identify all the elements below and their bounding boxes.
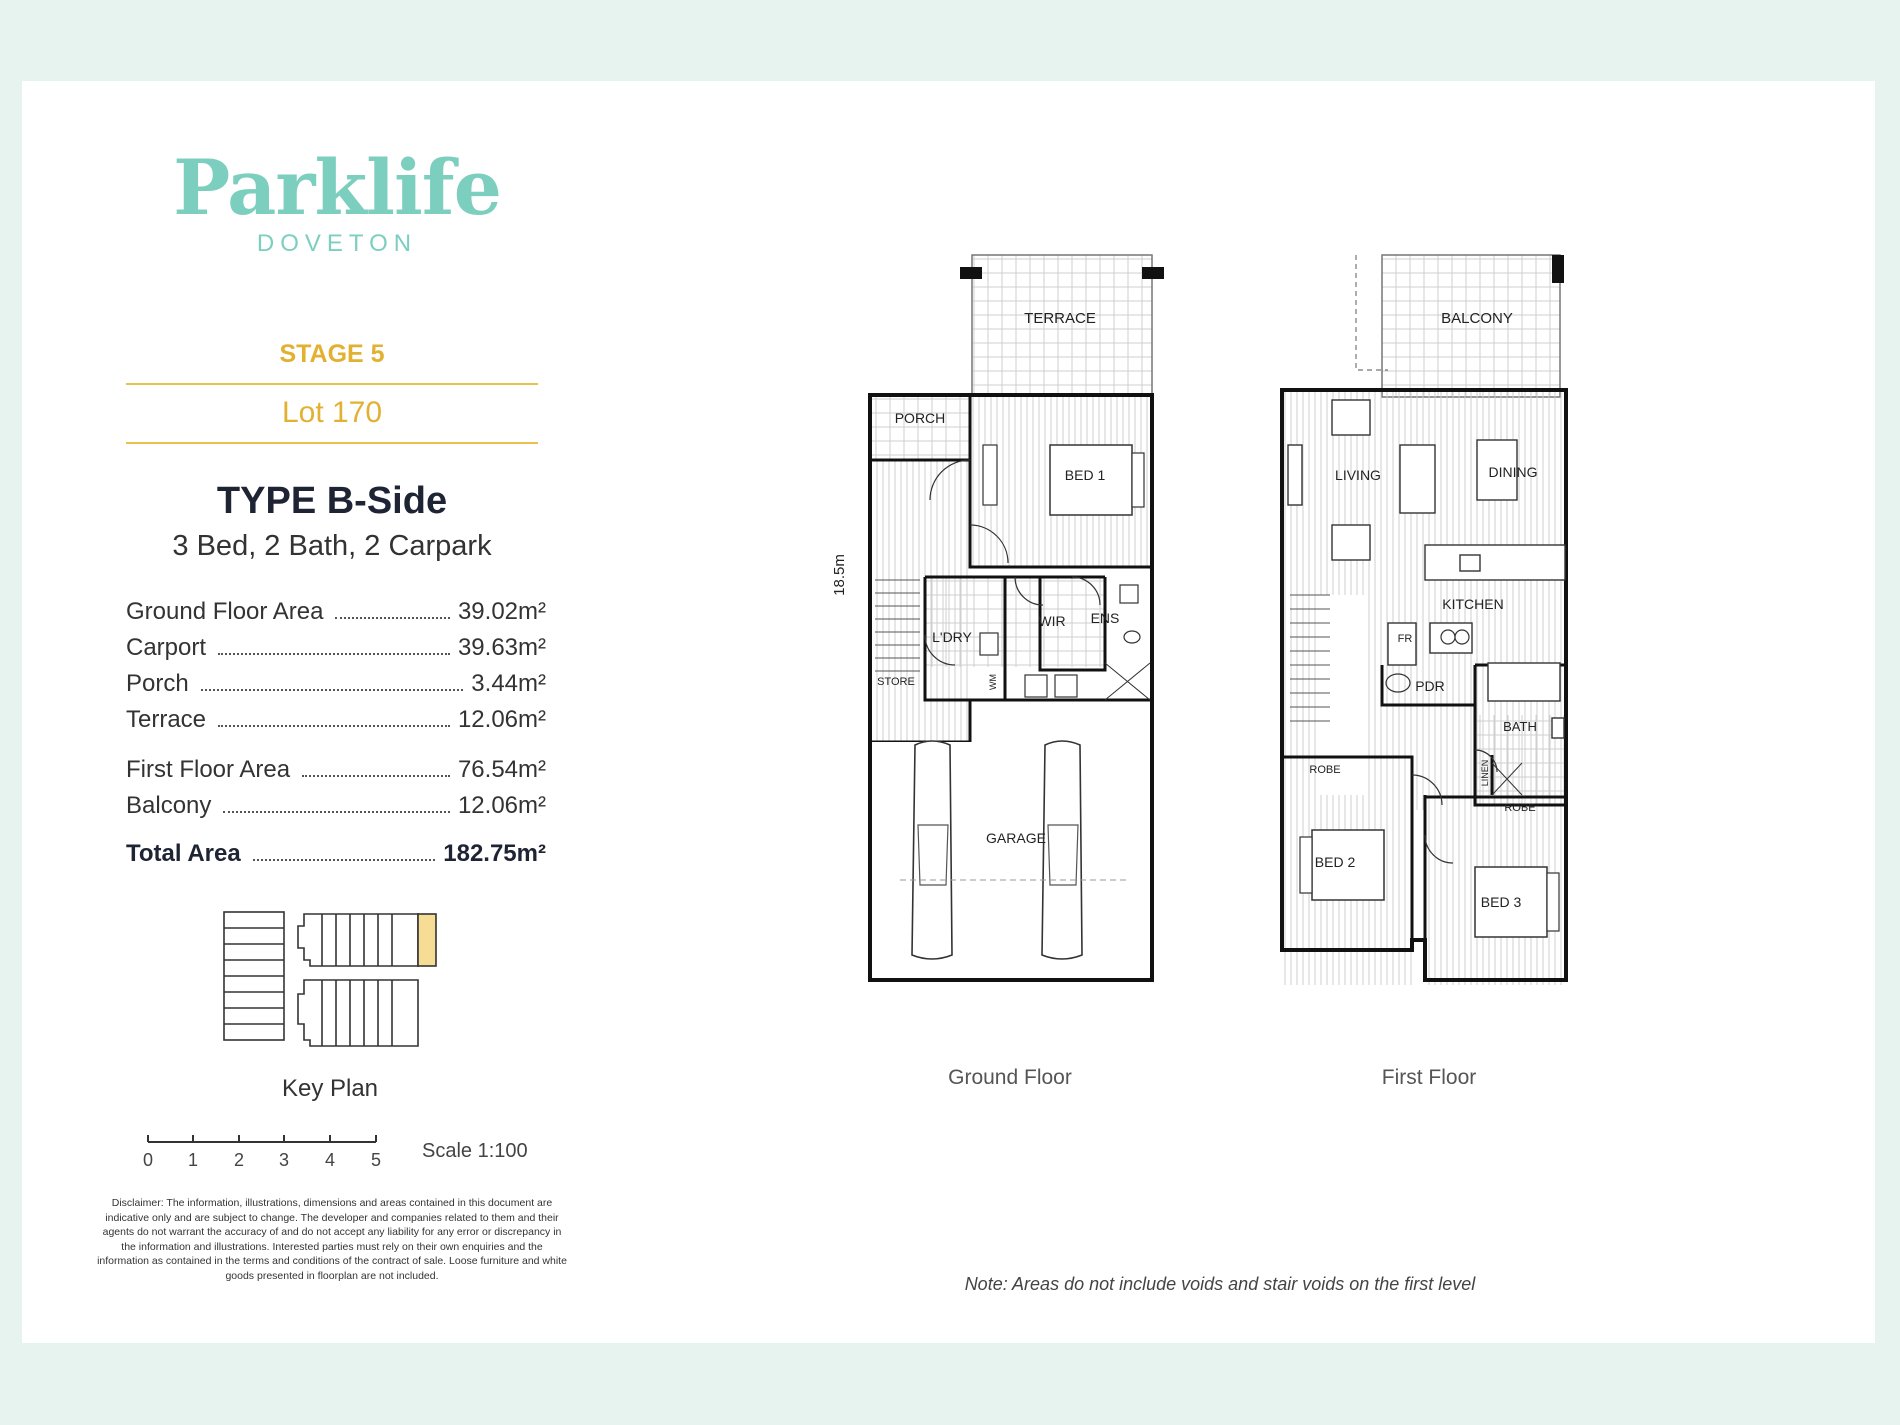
disclaimer-text: Disclaimer: The information, illustrations, dimensions and areas contained in this document are indicative only and are subject to change. The developer and companies related to them and their agents do not warrant the accuracy of and do not accept any liability for any error or discrepancy in the information and illustrations. Interested parties must rely on their own enquiries and the information as contained in the terms and conditions of the contract of sale. Loose furniture and white goods presented in floorplan are not included.	[97, 1197, 567, 1282]
key-plan	[218, 908, 443, 1048]
room-label-bath: BATH	[1503, 719, 1537, 734]
area-value: 3.44m²	[471, 670, 546, 697]
room-label-bed1: BED 1	[1064, 467, 1106, 483]
room-label-fr: FR	[1397, 633, 1413, 645]
car-right	[1042, 741, 1082, 959]
car-left	[912, 741, 952, 959]
key-plan-label: Key Plan	[281, 1075, 379, 1102]
porch-floor	[870, 395, 970, 460]
total-label: Total Area	[126, 840, 241, 867]
ground-floor-plan	[820, 245, 1170, 1005]
room-label-terrace: TERRACE	[1024, 310, 1096, 327]
room-label-living: LIVING	[1335, 467, 1381, 483]
divider-top	[126, 383, 538, 385]
area-value: 12.06m²	[457, 706, 546, 733]
total-value: 182.75m²	[443, 840, 546, 867]
room-label-bed3: BED 3	[1480, 894, 1522, 910]
house-type: TYPE B-Side	[216, 480, 448, 522]
first-floor-label: First Floor	[1381, 1066, 1477, 1089]
area-value: 76.54m²	[457, 756, 546, 783]
scale-bar	[138, 1130, 388, 1176]
scale-tick-label: 1	[187, 1150, 199, 1170]
room-label-store: STORE	[877, 676, 915, 688]
area-row-total	[126, 840, 546, 872]
ground-floor-label: Ground Floor	[948, 1066, 1072, 1089]
room-label-wir: WIR	[1038, 613, 1066, 629]
room-label-robe-bed3: ROBE	[1504, 802, 1536, 814]
room-label-bed2: BED 2	[1314, 854, 1356, 870]
area-row-ground-floor	[126, 598, 546, 630]
scale-tick-label: 4	[324, 1150, 336, 1170]
divider-bottom	[126, 442, 538, 444]
area-row-carport	[126, 634, 546, 666]
parklife-logo	[137, 143, 537, 258]
area-row-terrace	[126, 706, 546, 738]
logo-suburb: DOVETON	[256, 230, 418, 257]
room-label-linen: LINEN	[1480, 759, 1490, 787]
scale-tick-label: 2	[233, 1150, 245, 1170]
area-value: 12.06m²	[457, 792, 546, 819]
area-value: 39.02m²	[457, 598, 546, 625]
area-value: 39.63m²	[457, 634, 546, 661]
scale-tick-label: 5	[370, 1150, 382, 1170]
room-label-wm: WM	[988, 674, 998, 690]
key-plan-highlighted-lot	[418, 914, 436, 966]
room-label-porch: PORCH	[894, 410, 946, 426]
area-label: Ground Floor Area	[126, 598, 324, 625]
area-row-first-floor	[126, 756, 546, 788]
room-label-dining: DINING	[1488, 464, 1538, 480]
key-block-top	[298, 914, 418, 966]
area-row-balcony	[126, 792, 546, 824]
areas-note: Note: Areas do not include voids and stair voids on the first level	[964, 1274, 1476, 1294]
room-label-balcony: BALCONY	[1441, 310, 1513, 327]
area-label: Balcony	[126, 792, 212, 819]
key-block-bottom	[298, 980, 418, 1046]
area-label: Porch	[126, 670, 189, 697]
area-label: First Floor Area	[126, 756, 291, 783]
area-label: Terrace	[126, 706, 207, 733]
room-label-pdr: PDR	[1415, 678, 1445, 694]
wet-areas-floor	[925, 577, 1105, 667]
lot-number: Lot 170	[281, 396, 383, 429]
scale-label: Scale 1:100	[422, 1140, 528, 1162]
room-label-garage: GARAGE	[986, 830, 1046, 846]
area-row-porch	[126, 670, 546, 702]
scale-tick-label: 3	[278, 1150, 290, 1170]
room-label-kitchen: KITCHEN	[1442, 596, 1504, 612]
bed-bath-summary: 3 Bed, 2 Bath, 2 Carpark	[172, 530, 492, 562]
room-label-ldry: L'DRY	[932, 629, 972, 645]
dimension-label: 18.5m	[831, 554, 848, 596]
first-floor-plan	[1270, 245, 1600, 1005]
scale-tick-label: 0	[142, 1150, 154, 1170]
logo-wordmark: Parklife	[173, 143, 501, 232]
room-label-robe-bed2: ROBE	[1309, 764, 1341, 776]
area-label: Carport	[126, 634, 207, 661]
stage-heading: STAGE 5	[279, 340, 385, 368]
room-label-ens: ENS	[1090, 610, 1120, 626]
